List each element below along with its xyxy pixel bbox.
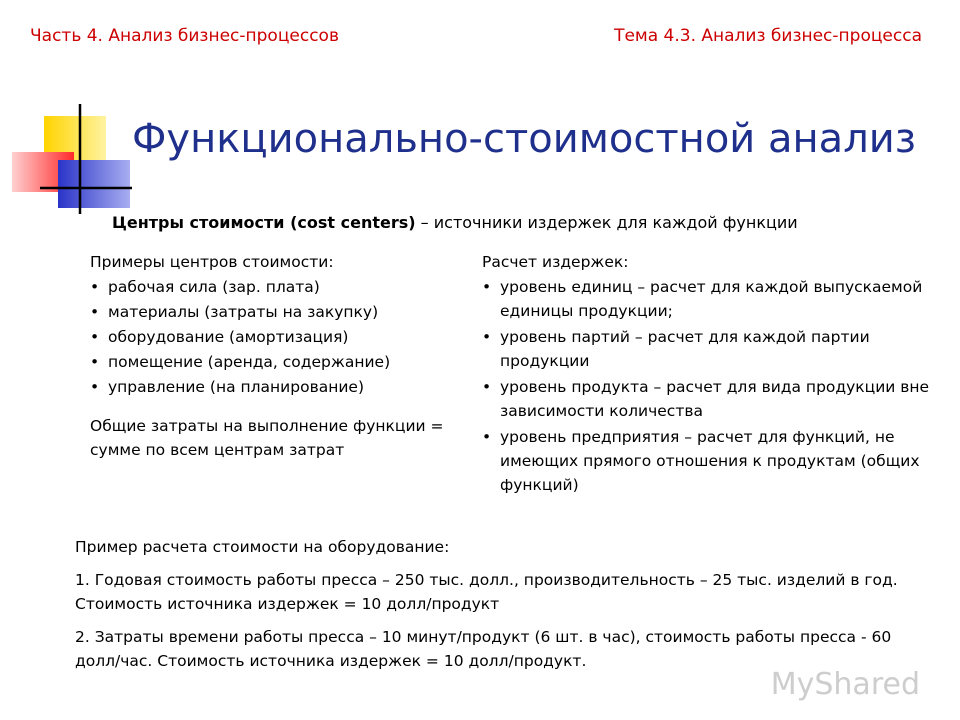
header-topic-label: Тема 4.3. Анализ бизнес-процесса bbox=[614, 26, 922, 46]
decorative-squares bbox=[0, 0, 140, 220]
list-item: • уровень предприятия – расчет для функций, не имеющих прямого отношения к продуктам (общих функций) bbox=[482, 425, 942, 497]
cost-level-list bbox=[482, 275, 942, 497]
example-item: 2. Затраты времени работы пресса – 10 минут/продукт (6 шт. в час), стоимость работы пресса - 60 долл/час. Стоимость источника издержек = 10 долл/продукт. bbox=[75, 628, 892, 670]
list-item: • уровень продукта – расчет для вида продукции вне зависимости количества bbox=[482, 375, 942, 423]
list-item: • рабочая сила (зар. плата) bbox=[90, 275, 460, 300]
cost-center-list bbox=[90, 275, 460, 400]
list-item: • уровень партий – расчет для каждой партии продукции bbox=[482, 325, 942, 373]
left-column bbox=[90, 250, 460, 462]
list-item: • уровень единиц – расчет для каждой выпускаемой единицы продукции; bbox=[482, 275, 942, 323]
list-item: • помещение (аренда, содержание) bbox=[90, 350, 460, 375]
right-column-heading: Расчет издержек: bbox=[482, 253, 629, 271]
subtitle-bold: Центры стоимости (cost centers) bbox=[112, 213, 416, 232]
example-item: 1. Годовая стоимость работы пресса – 250 тыс. долл., производительность – 25 тыс. изделий в год. Стоимость источника издержек = 10 долл/продукт bbox=[75, 571, 898, 613]
watermark-logo: MyShared bbox=[770, 667, 920, 702]
list-item: • материалы (затраты на закупку) bbox=[90, 300, 460, 325]
total-cost-paragraph: Общие затраты на выполнение функции = сумме по всем центрам затрат bbox=[90, 417, 444, 459]
right-column bbox=[482, 250, 942, 499]
list-item: • управление (на планирование) bbox=[90, 375, 460, 400]
example-heading: Пример расчета стоимости на оборудование: bbox=[75, 538, 450, 556]
left-column-heading: Примеры центров стоимости: bbox=[90, 253, 334, 271]
example-section bbox=[75, 535, 935, 673]
subtitle-rest: – источники издержек для каждой функции bbox=[415, 213, 798, 232]
subtitle bbox=[112, 213, 798, 232]
page-title: Функционально-стоимостной анализ bbox=[132, 116, 917, 162]
list-item: • оборудование (амортизация) bbox=[90, 325, 460, 350]
header-section-label: Часть 4. Анализ бизнес-процессов bbox=[30, 26, 339, 46]
